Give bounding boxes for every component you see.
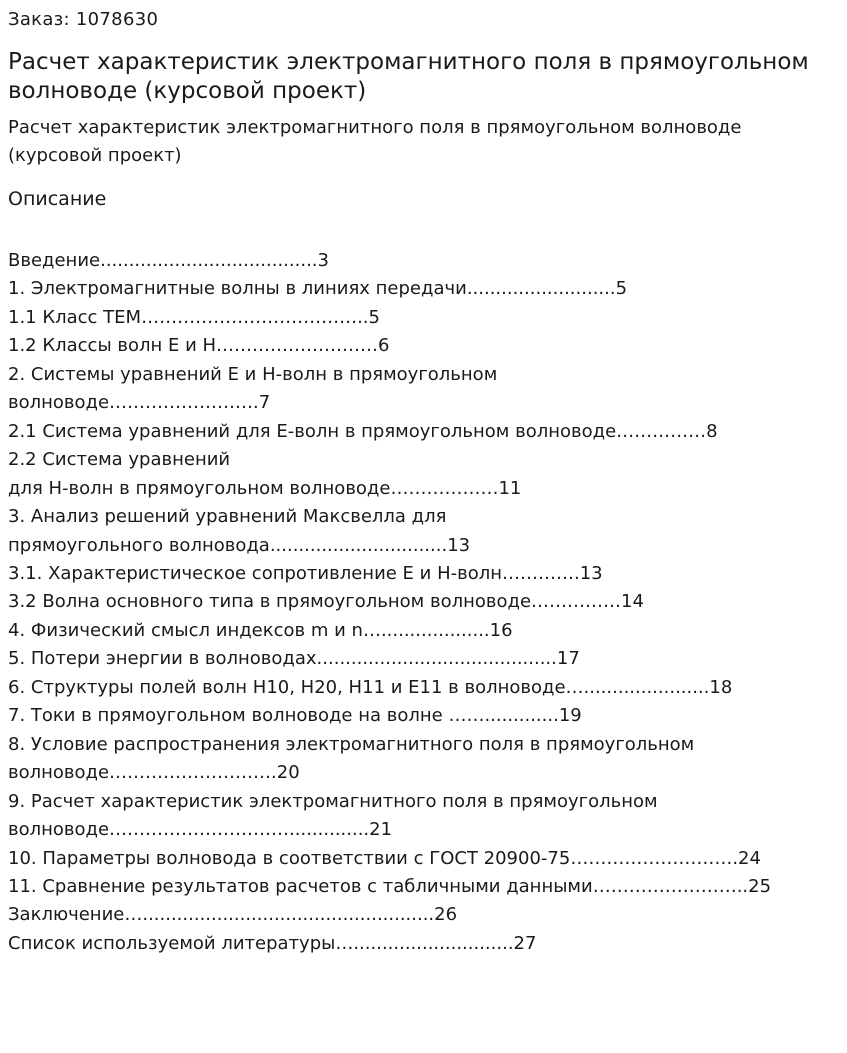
toc-line: 3. Анализ решений уравнений Максвелла для <box>8 506 447 528</box>
toc-line: волноводе…………………….7 <box>8 392 271 414</box>
toc-line: 2.1 Система уравнений для Е-волн в прямоугольном волноводе……………8 <box>8 420 718 442</box>
toc-line: для Н-волн в прямоугольном волноводе………………11 <box>8 477 522 499</box>
toc-line: 4. Физический смысл индексов m и n…...................16 <box>8 619 513 641</box>
description-heading: Описание <box>8 188 107 210</box>
page-subtitle: Расчет характеристик электромагнитного поля в прямоугольном волноводе (курсовой проект) <box>8 117 742 166</box>
toc-line: 5. Потери энергии в волноводах..........................................17 <box>8 648 580 670</box>
toc-line: 1.1 Класс ТЕМ………………………………..5 <box>8 306 380 328</box>
toc-line: 8. Условие распространения электромагнитного поля в прямоугольном <box>8 733 695 755</box>
toc-line: Список используемой литературы…............................27 <box>8 932 537 954</box>
order-number: Заказ: 1078630 <box>8 9 159 30</box>
toc-line: 10. Параметры волновода в соответствии с ГОСТ 20900-75……………………….24 <box>8 847 761 869</box>
toc-line: 11. Сравнение результатов расчетов с табличными данными……………………..25 <box>8 875 772 897</box>
toc-line: 1.2 Классы волн Е и Н………………………6 <box>8 335 390 357</box>
toc-line: 3.2 Волна основного типа в прямоугольном волноводе……………14 <box>8 591 644 613</box>
toc-line: 9. Расчет характеристик электромагнитного поля в прямоугольном <box>8 790 658 812</box>
toc-line: Введение......................................3 <box>8 250 329 271</box>
toc-line: 1. Электромагнитные волны в линиях передачи..........................5 <box>8 278 628 300</box>
toc-line: 2.2 Система уравнений <box>8 449 231 471</box>
toc-line: 6. Структуры полей волн Н10, Н20, Н11 и Е11 в волноводе…......................18 <box>8 676 733 698</box>
table-of-contents <box>8 247 838 958</box>
toc-line: волноводе……………………….20 <box>8 762 300 784</box>
toc-line: волноводе…………………………..............21 <box>8 819 393 841</box>
page-title: Расчет характеристик электромагнитного поля в прямоугольном волноводе (курсовой проект) <box>8 49 809 104</box>
toc-line: 3.1. Характеристическое сопротивление Е и Н-волн………….13 <box>8 562 603 584</box>
toc-line: Заключение…...................................................26 <box>8 904 458 926</box>
toc-line: прямоугольного волновода...............................13 <box>8 534 471 556</box>
toc-line: 7. Токи в прямоугольном волноводе на волне …….............19 <box>8 705 582 727</box>
toc-line: 2. Системы уравнений Е и Н-волн в прямоугольном <box>8 363 498 385</box>
